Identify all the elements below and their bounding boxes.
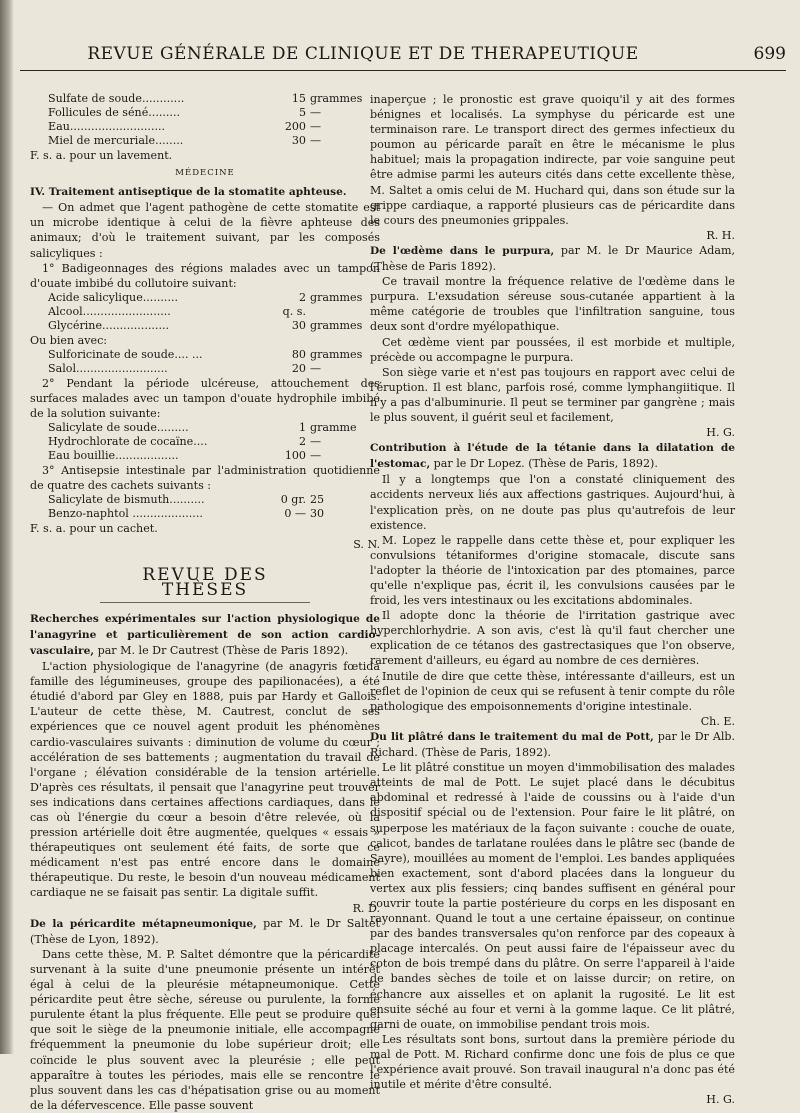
article-text: Le lit plâtré constitue un moyen d'immobilisation des malades atteints de mal de Pott. Le sujet placé dans le décubitus abdominal et redressé à l'aide de coussins ou à l'aide d'un dispositif spécial ou de l'extension. Pour faire le lit plâtré, on superpose les matériaux de la façon suivante : couche de ouate, calicot, bandes de tarlatane roulées dans le plâtre sec (bande de Sayre), mouillées au moment de l'emploi. Les bandes appliquées bien exactement, sont d'abord placées dans la longueur du vertex aux plis fessiers; cinq bandes suffisent en général pour couvrir toute la partie postérieure du corps en les disposant en rayonnant. Quand le tout a une certaine épaisseur, on continue par des bandes transversales qu'on renforce par des copeaux à placage intercalés. On peut aussi faire de l'épaisseur avec du coton de bois trempé dans du plâtre. On serre l'appareil à l'aide de bandes sèches de toile et on laisse durcir; on retire, on échancre aux aisselles et on aplanit la rugosité. Le lit est ensuite séché au four et verni à la gomme laque. Ce lit plâtré, garni de ouate, on immobilise pendant trois mois. — [370, 761, 735, 1031]
journal-title: REVUE GÉNÉRALE DE CLINIQUE ET DE THERAPEUTIQUE — [87, 44, 639, 64]
page-binding-shadow — [0, 0, 14, 1054]
article-title-stomatite: IV. Traitement antiseptique de la stomatite aphteuse. — [30, 186, 347, 199]
signature: H. G. — [706, 426, 735, 440]
article-text: Son siège varie et n'est pas toujours en rapport avec celui de l'éruption. Il est blanc, parfois rosé, comme lymphangiitique. Il n'y a pas d'albuminurie. Il peut se terminer par gangrène ; mais le plus souvent, il guérit seul et facilement, — [370, 365, 735, 424]
article-author: par M. le Dr Cautrest (Thèse de Paris 1892). — [94, 643, 349, 657]
prescription-solution — [30, 421, 380, 463]
section-label-medecine: MÉDECINE — [175, 168, 235, 179]
rx-row: Sulforicinate de soude.... ... 80 grammes — [48, 347, 363, 361]
rx-row: Benzo-naphtol .................... 0 — 30 — [48, 507, 325, 521]
right-column — [370, 92, 735, 1107]
article-text: Ce travail montre la fréquence relative de l'œdème dans le purpura. L'exsudation séreuse sous-cutanée appartient à la même catégorie de troubles que l'infiltration sanguine, tous deux sont d'ordre myélopathique. — [370, 275, 735, 334]
article-text: inaperçue ; le pronostic est grave quoiqu'il y ait des formes bénignes et localisés. La symphyse du péricarde est une terminaison rare. Le transport direct des germes infectieux du poumon au péricarde paraît en être le mécanisme le plus habituel; mais la propagation indirecte, par voie sanguine peut être admise parmi les auteurs cités dans cette excellente thèse, M. Saltet a omis celui de M. Huchard qui, dans son étude sur la grippe cardiaque, a rapporté plusieurs cas de péricardite dans le cours des pneumonies grippales. — [370, 93, 735, 227]
article-text: Les résultats sont bons, surtout dans la première période du mal de Pott. M. Richard confirme donc une fois de plus ce que l'expérience avait prouvé. Son travail inaugural n'a donc pas été inutile et mérite d'être consulté. — [370, 1032, 735, 1092]
rx-row: Alcool......................... q. s. — [48, 304, 306, 318]
article-text: Il adopte donc la théorie de l'irritation gastrique avec hyperchlorhydrie. A son avis, c'est là qu'il faut chercher une explication de ce tétanos des gastrectasiques que l'on observe, rarement d'ailleurs, eu égard au nombre de ces dernières. — [370, 609, 735, 668]
article-text: Inutile de dire que cette thèse, intéressante d'ailleurs, est un reflet de l'opinion de ceux qui se refusent à tenir compte du rôle pathologique des empoisonnements d'origine intestinale. — [370, 669, 735, 713]
section-title: REVUE DES THÈSES — [100, 568, 310, 603]
running-header — [20, 40, 786, 71]
rx-row: Salicylate de bismuth.......... 0 gr. 25 — [48, 493, 325, 507]
left-column — [30, 92, 380, 1113]
article-text: Dans cette thèse, M. P. Saltet démontre que la péricardite survenant à la suite d'une pneumonie présente un intérêt égal à celui de la pleurésie métapneumonique. Cette péricardite peut être sèche, séreuse ou purulente, la forme purulente étant la plus fréquente. Elle peut se produire quel que soit le siège de la pneumonie initiale, elle accompagne fréquemment la pneumonie du lobe supérieur droit; elle coïncide le plus souvent avec la pleurésie ; elle peut apparaître à toutes les périodes, mais elle se rencontre le plus souvent dans les cas d'hépatisation grise ou au moment de la défervescence. Elle passe souvent — [30, 947, 380, 1112]
prescription-lavement — [30, 92, 380, 148]
prescription-cachets — [30, 493, 380, 521]
rx-row: Eau bouillie.................. 100 — — [48, 449, 322, 463]
rx-note: F. s. a. pour un cachet. — [30, 522, 158, 536]
article-text: — On admet que l'agent pathogène de cette stomatite est un microbe identique à celui de la fièvre aphteuse des animaux; d'où le traitement suivant, par les composés salicyliques : — [30, 201, 380, 260]
signature: S. N. — [353, 537, 380, 551]
prescription-collutoire — [30, 291, 380, 333]
rx-row: Salol.......................... 20 — — [48, 361, 322, 375]
prescription-alternative — [30, 348, 380, 376]
rx-note: F. s. a. pour un lavement. — [30, 149, 173, 162]
article-title-pericardite: De la péricardite métapneumonique, — [30, 917, 257, 930]
article-title-pott: Du lit plâtré dans le traitement du mal de Pott, — [370, 730, 654, 743]
article-text: Il y a longtemps que l'on a constaté cliniquement des accidents nerveux liés aux affections gastriques. Aujourd'hui, à l'explication près, on ne doute pas plus qu'autrefois de leur existence. — [370, 473, 735, 532]
rx-row: Miel de mercuriale........ 30 — — [48, 134, 322, 147]
rx-row: Hydrochlorate de cocaïne.... 2 — — [48, 435, 322, 449]
page-number: 699 — [753, 44, 786, 64]
signature: Ch. E. — [700, 714, 735, 728]
rx-row: Acide salicylique.......... 2 grammes — [48, 290, 363, 304]
article-author: par M. le Dr Maurice Adam, (Thèse de Paris 1892). — [370, 243, 735, 274]
rx-row: Eau........................... 200 — — [48, 120, 322, 133]
rx-row: Sulfate de soude............ 15 grammes — [48, 92, 363, 105]
rx-row: Follicules de séné......... 5 — — [48, 106, 322, 119]
article-title-anagyrine: Recherches expérimentales sur l'action physiologique de l'anagyrine et particulièrement de son action cardio-vasculaire, — [30, 612, 380, 657]
article-text: L'action physiologique de l'anagyrine (de anagyris fœtida famille des légumineuses, groupe des papilionacées), a été étudié d'abord par Gley en 1888, puis par Hardy et Gallois. L'auteur de cette thèse, M. Cautrest, conclut de ses expériences que ce nouvel agent produit les phénomènes cardio-vasculaires suivants : diminution de volume du cœur ; accélération de ses battements ; augmentation du travail de l'organe ; élévation considérable de la tension artérielle. D'après ces résultats, il pensait que l'anagyrine peut trouver ses indications dans certaines affections cardiaques, dans le cas où l'énergie du cœur a besoin d'être relevée, où la pression artérielle doit être augmentée, quelques « essais » thérapeutiques ont seulement été faits, de sorte que ce médicament n'est pas entré encore dans le domaine thérapeutique. Du reste, le besoin d'un nouveau médicament cardiaque ne se faisait pas sentir. La digitale suffit. — [30, 660, 380, 900]
signature: H. G. — [706, 1093, 735, 1107]
article-text: Cet œdème vient par poussées, il est morbide et multiple, précède ou accompagne le purpura. — [370, 335, 735, 364]
article-author: par le Dr Alb. Richard. (Thèse de Paris, 1892). — [370, 729, 736, 760]
treatment-step: 1° Badigeonnages des régions malades avec un tampon d'ouate imbibé du collutoire suivant: — [30, 261, 380, 290]
article-author: par M. le Dr Saltet (Thèse de Lyon, 1892). — [30, 916, 380, 946]
treatment-step: 2° Pendant la période ulcéreuse, attouchement des surfaces malades avec un tampon d'ouate hydrophile imbibé de la solution suivante: — [30, 376, 380, 421]
rx-row: Glycérine................... 30 grammes — [48, 318, 363, 332]
signature: R. H. — [706, 228, 735, 242]
treatment-step: 3° Antisepsie intestinale par l'administration quotidienne de quatre des cachets suivants : — [30, 464, 380, 493]
article-author: par le Dr Lopez. (Thèse de Paris, 1892). — [430, 457, 658, 471]
article-title-oedeme: De l'œdème dans le purpura, — [370, 244, 555, 257]
article-title-tetanie: Contribution à l'étude de la tétanie dans la dilatation de l'estomac, — [370, 442, 735, 471]
article-text: M. Lopez le rappelle dans cette thèse et, pour expliquer les convulsions tétaniformes d'origine stomacale, discute sans l'adopter la théorie de l'intoxication par des ptomaines, parce qu'elle n'explique pas, écrit il, les convulsions causées par le froid, les vers intestinaux ou les excitations abdominales. — [370, 533, 735, 608]
signature: R. D. — [352, 901, 380, 915]
rx-alternative: Ou bien avec: — [30, 333, 108, 347]
rx-row: Salicylate de soude......... 1 gramme — [48, 421, 357, 435]
